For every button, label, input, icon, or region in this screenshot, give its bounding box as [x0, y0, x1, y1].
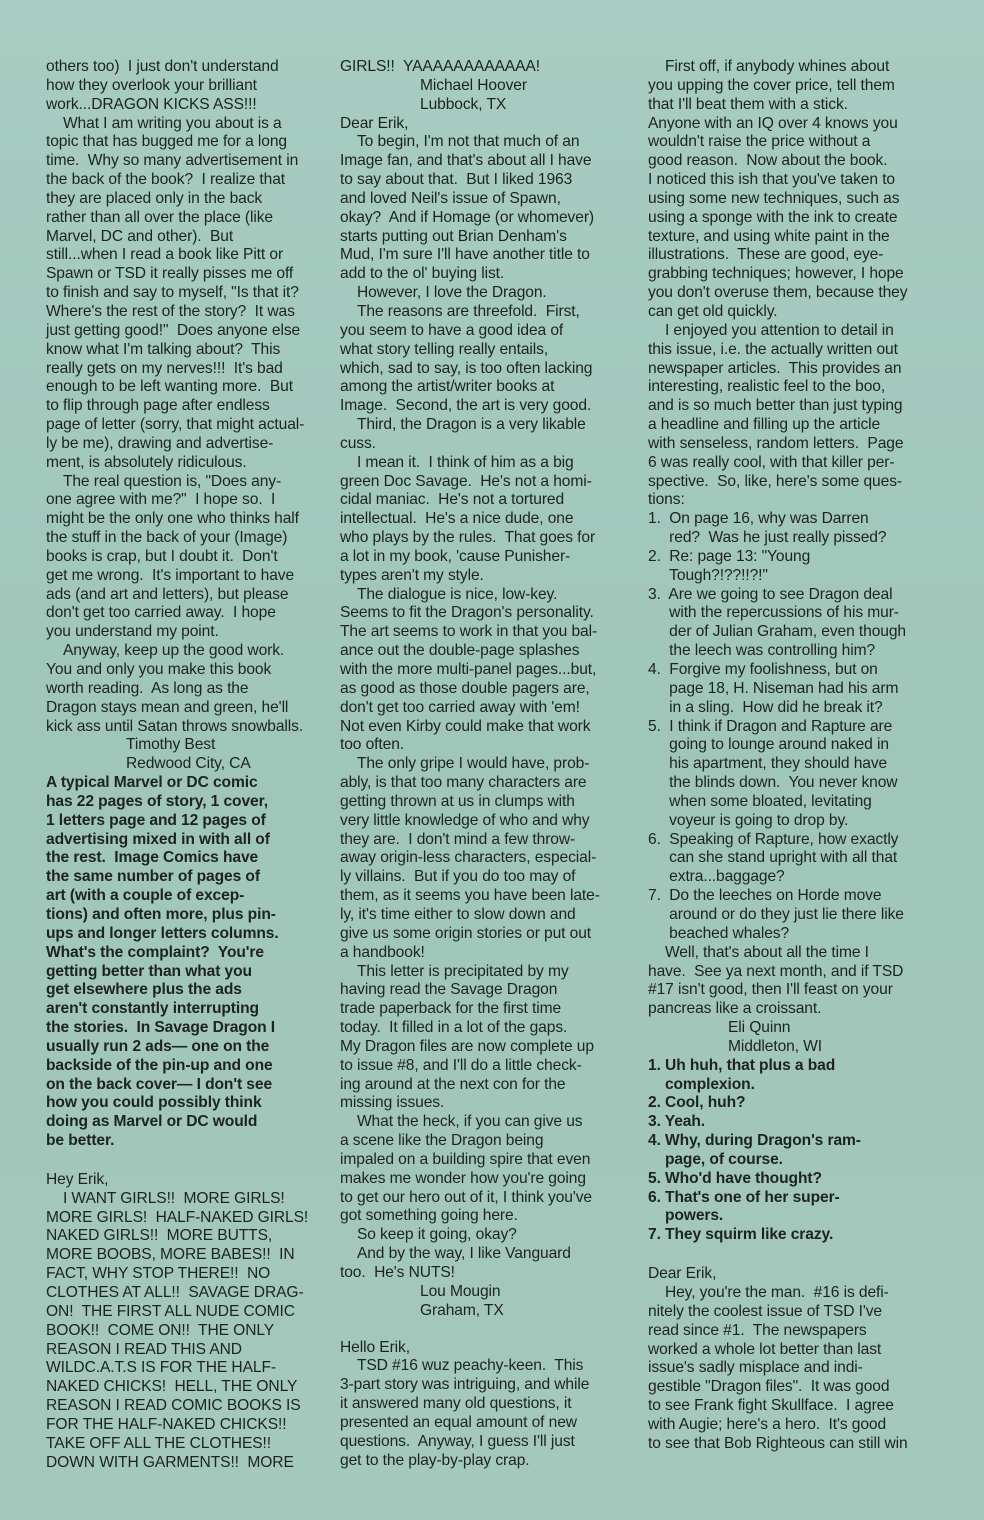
- letter-paragraph: GIRLS!! YAAAAAAAAAAAA!: [340, 58, 540, 75]
- letter-paragraph: Anyway, keep up the good work. You and only you make this book worth reading. As long as the Dragon stays mean and green, he'll kick ass until Satan throws snowballs.: [46, 642, 304, 735]
- letter-paragraph: The only gripe I would have, prob- ably, is that too many characters are getting thrown at us in clumps with very little knowledge of who and why they are. I don't mind a few throw- away origin-less characters, especial- ly villains. But if you do too may of them, as it seems you have been late- ly, it's time either to slow down and give us some origin stories or put out a handbook!: [340, 755, 600, 961]
- signature-place: Graham, TX: [420, 1301, 504, 1319]
- letter-paragraph: Well, that's about all the time I have. See ya next month, and if TSD #17 isn't good, then I'll feast on your pancreas like a croissant.: [648, 943, 904, 1018]
- letter-paragraph: Hey, you're the man. #16 is defi- nitely the coolest issue of TSD I've read since #1. The newspapers worked a whole lot better than last issue's sadly misplace and indi- gestible "Dragon files". It was good to see Frank fight Skullface. I agree with Augie; here's a hero. It's good to see that Bob Righteous can still win: [648, 1284, 908, 1452]
- salutation: Hello Erik,: [340, 1338, 410, 1356]
- letter-paragraph: To begin, I'm not that much of an Image fan, and that's about all I have to say about that. But I liked 1963 and loved Neil's issue of Spawn, okay? And if Homage (or whomever) starts putting out Brian Denham's Mud, I'm sure I'll have another title to add to the ol' buying list.: [340, 133, 595, 283]
- letter-paragraph: What I am writing you about is a topic that has bugged me for a long time. Why so many advertisement in the back of the book? I realize that they are placed only in the back rather than all over the place (like Marvel, DC and other). But still...when I read a book like Pitt or Spawn or TSD it really pisses me off to finish and say to myself, "Is that it? Where's the rest of the story? It was just getting good!" Does anyone else know what I'm talking about? This really gets on my nerves!!! It's bad enough to be left wanting more. But to flip through page after endless page of letter (sorry, that might actual- ly be me), drawing and advertise- ment, is absolutely ridiculous.: [46, 114, 305, 471]
- question-item: 3. Are we going to see Dragon deal with the repercussions of his mur- der of Julian Graham, even though the leech was controlling him?: [648, 585, 906, 660]
- question-item: 6. Speaking of Rapture, how exactly can she stand upright with all that extra...baggage?: [648, 830, 899, 886]
- column-3: [648, 58, 938, 1454]
- letter-paragraph: others too) I just don't understand how they overlook your brilliant work...DRAGON KICKS ASS!!!: [46, 58, 279, 113]
- signature-name: Timothy Best: [126, 736, 216, 754]
- letter-paragraph: What the heck, if you can give us a scene like the Dragon being impaled on a building spire that even makes me wonder how you're going to get our hero out of it, I think you've got something going here.: [340, 1113, 592, 1225]
- question-item: 4. Forgive my foolishness, but on page 18, H. Niseman had his arm in a sling. How did he break it?: [648, 661, 899, 716]
- answer-item: 2. Cool, huh?: [648, 1094, 746, 1112]
- answer-item: 4. Why, during Dragon's ram- page, of course.: [648, 1132, 861, 1168]
- signature-name: Lou Mougin: [420, 1282, 501, 1300]
- column-2: [340, 58, 630, 1470]
- letter-paragraph: The reasons are threefold. First, you seem to have a good idea of what story telling really entails, which, sad to say, is too often lacking among the artist/writer books at Image. Second, the art is very good.: [340, 302, 593, 415]
- question-item: 2. Re: page 13: "Young Tough?!??!!?!": [648, 547, 811, 584]
- question-item: 1. On page 16, why was Darren red? Was he just really pissed?: [648, 510, 887, 547]
- answer-item: 6. That's one of her super- powers.: [648, 1188, 840, 1225]
- signature-place: Lubbock, TX: [420, 95, 507, 113]
- letter-paragraph: This letter is precipitated by my having read the Savage Dragon trade paperback for the first time today. It filled in a lot of the gaps. My Dragon files are now complete up to issue #8, and I'll do a little check- ing around at the next con for the missing issues.: [340, 962, 594, 1112]
- letter-paragraph: Third, the Dragon is a very likable cuss.: [340, 416, 586, 452]
- letter-paragraph: And by the way, I like Vanguard too. He's NUTS!: [340, 1245, 571, 1281]
- answer-item: 1. Uh huh, that plus a bad complexion.: [648, 1056, 836, 1093]
- letter-paragraph: I WANT GIRLS!! MORE GIRLS! MORE GIRLS! HALF-NAKED GIRLS! NAKED GIRLS!! MORE BUTTS, MORE BOOBS, MORE BABES!! IN FACT, WHY STOP THERE!! NO CLOTHES AT ALL!! SAVAGE DRAG- ON! THE FIRST ALL NUDE COMIC BOOK!! COME ON!! THE ONLY REASON I READ THIS AND WILDC.A.T.S IS FOR THE HALF- NAKED CHICKS! HELL, THE ONLY REASON I READ COMIC BOOKS IS FOR THE HALF-NAKED CHICKS!! TAKE OFF ALL THE CLOTHES!! DOWN WITH GARMENTS!! MORE: [46, 1189, 309, 1471]
- column-1: [46, 58, 322, 1472]
- salutation: Hey Erik,: [46, 1170, 109, 1188]
- question-item: 5. I think if Dragon and Rapture are going to lounge around naked in his apartment, they should have the blinds down. You never know when some bloated, levitating voyeur is going to drop by.: [648, 717, 898, 829]
- letter-paragraph: However, I love the Dragon.: [340, 284, 547, 302]
- letter-paragraph: I mean it. I think of him as a big green Doc Savage. He's not a homi- cidal maniac. He's not a tortured intellectual. He's a nice dude, one who plays by the rules. That goes for a lot in my book, 'cause Punisher- types aren't my style.: [340, 453, 596, 584]
- letter-paragraph: The dialogue is nice, low-key. Seems to fit the Dragon's personality. The art seems to work in that you bal- ance out the double-page splashes with the more multi-panel pages...but, as good as those double pagers are, don't get too carried away with 'em! Not even Kirby could make that work too often.: [340, 585, 598, 754]
- salutation: Dear Erik,: [340, 114, 409, 132]
- question-item: 7. Do the leeches on Horde move around or do they just lie there like beached whales?: [648, 887, 904, 942]
- answer-item: 5. Who'd have thought?: [648, 1169, 822, 1187]
- letter-paragraph: The real question is, "Does any- one agree with me?" I hope so. I might be the only one who thinks half the stuff in the back of your (Image) books is crap, but I doubt it. Don't get me wrong. It's important to have ads (and art and letters), but please don't get too carried away. I hope you understand my point.: [46, 472, 299, 641]
- letter-paragraph: So keep it going, okay?: [340, 1226, 517, 1244]
- letter-paragraph: First off, if anybody whines about you upping the cover price, tell them that I'll beat them with a stick. Anyone with an IQ over 4 knows you wouldn't raise the price without a good reason. Now about the book. I noticed this ish that you've taken to using some new techniques, such as using a sponge with the ink to create texture, and using white paint in the illustrations. These are good, eye- grabbing techniques; however, I hope you don't overuse them, because they can get old quickly.: [648, 58, 908, 320]
- signature-place: Middleton, WI: [728, 1037, 823, 1055]
- salutation: Dear Erik,: [648, 1265, 717, 1283]
- letter-paragraph: I enjoyed you attention to detail in this issue, i.e. the actually written out newspaper articles. This provides an interesting, realistic feel to the boo, and is so much better than just typing a headline and filling up the article with senseless, random letters. Page 6 was really cool, with that killer per- spective. So, like, here's some ques- tions:: [648, 321, 904, 509]
- letter-paragraph: TSD #16 wuz peachy-keen. This 3-part story was intriguing, and while it answered many old questions, it presented an equal amount of new questions. Anyway, I guess I'll just get to the play-by-play crap.: [340, 1357, 590, 1469]
- answer-item: 3. Yeah.: [648, 1113, 705, 1131]
- signature-name: Eli Quinn: [728, 1019, 791, 1037]
- signature-place: Redwood City, CA: [126, 755, 251, 773]
- editor-reply: A typical Marvel or DC comic has 22 pages of story, 1 cover, 1 letters page and 12 pages of advertising mixed in with all of the rest. Image Comics have the same number of pages of art (with a couple of excep- tions) and often more, plus pin- ups and longer letters columns. What's the complaint? You're getting better than what you get elsewhere plus the ads aren't constantly interrupting the stories. In Savage Dragon I usually run 2 ads— one on the backside of the pin-up and one on the back cover— I don't see how you could possibly think doing as Marvel or DC would be better.: [46, 774, 279, 1150]
- signature-name: Michael Hoover: [420, 76, 527, 94]
- answer-item: 7. They squirm like crazy.: [648, 1226, 834, 1244]
